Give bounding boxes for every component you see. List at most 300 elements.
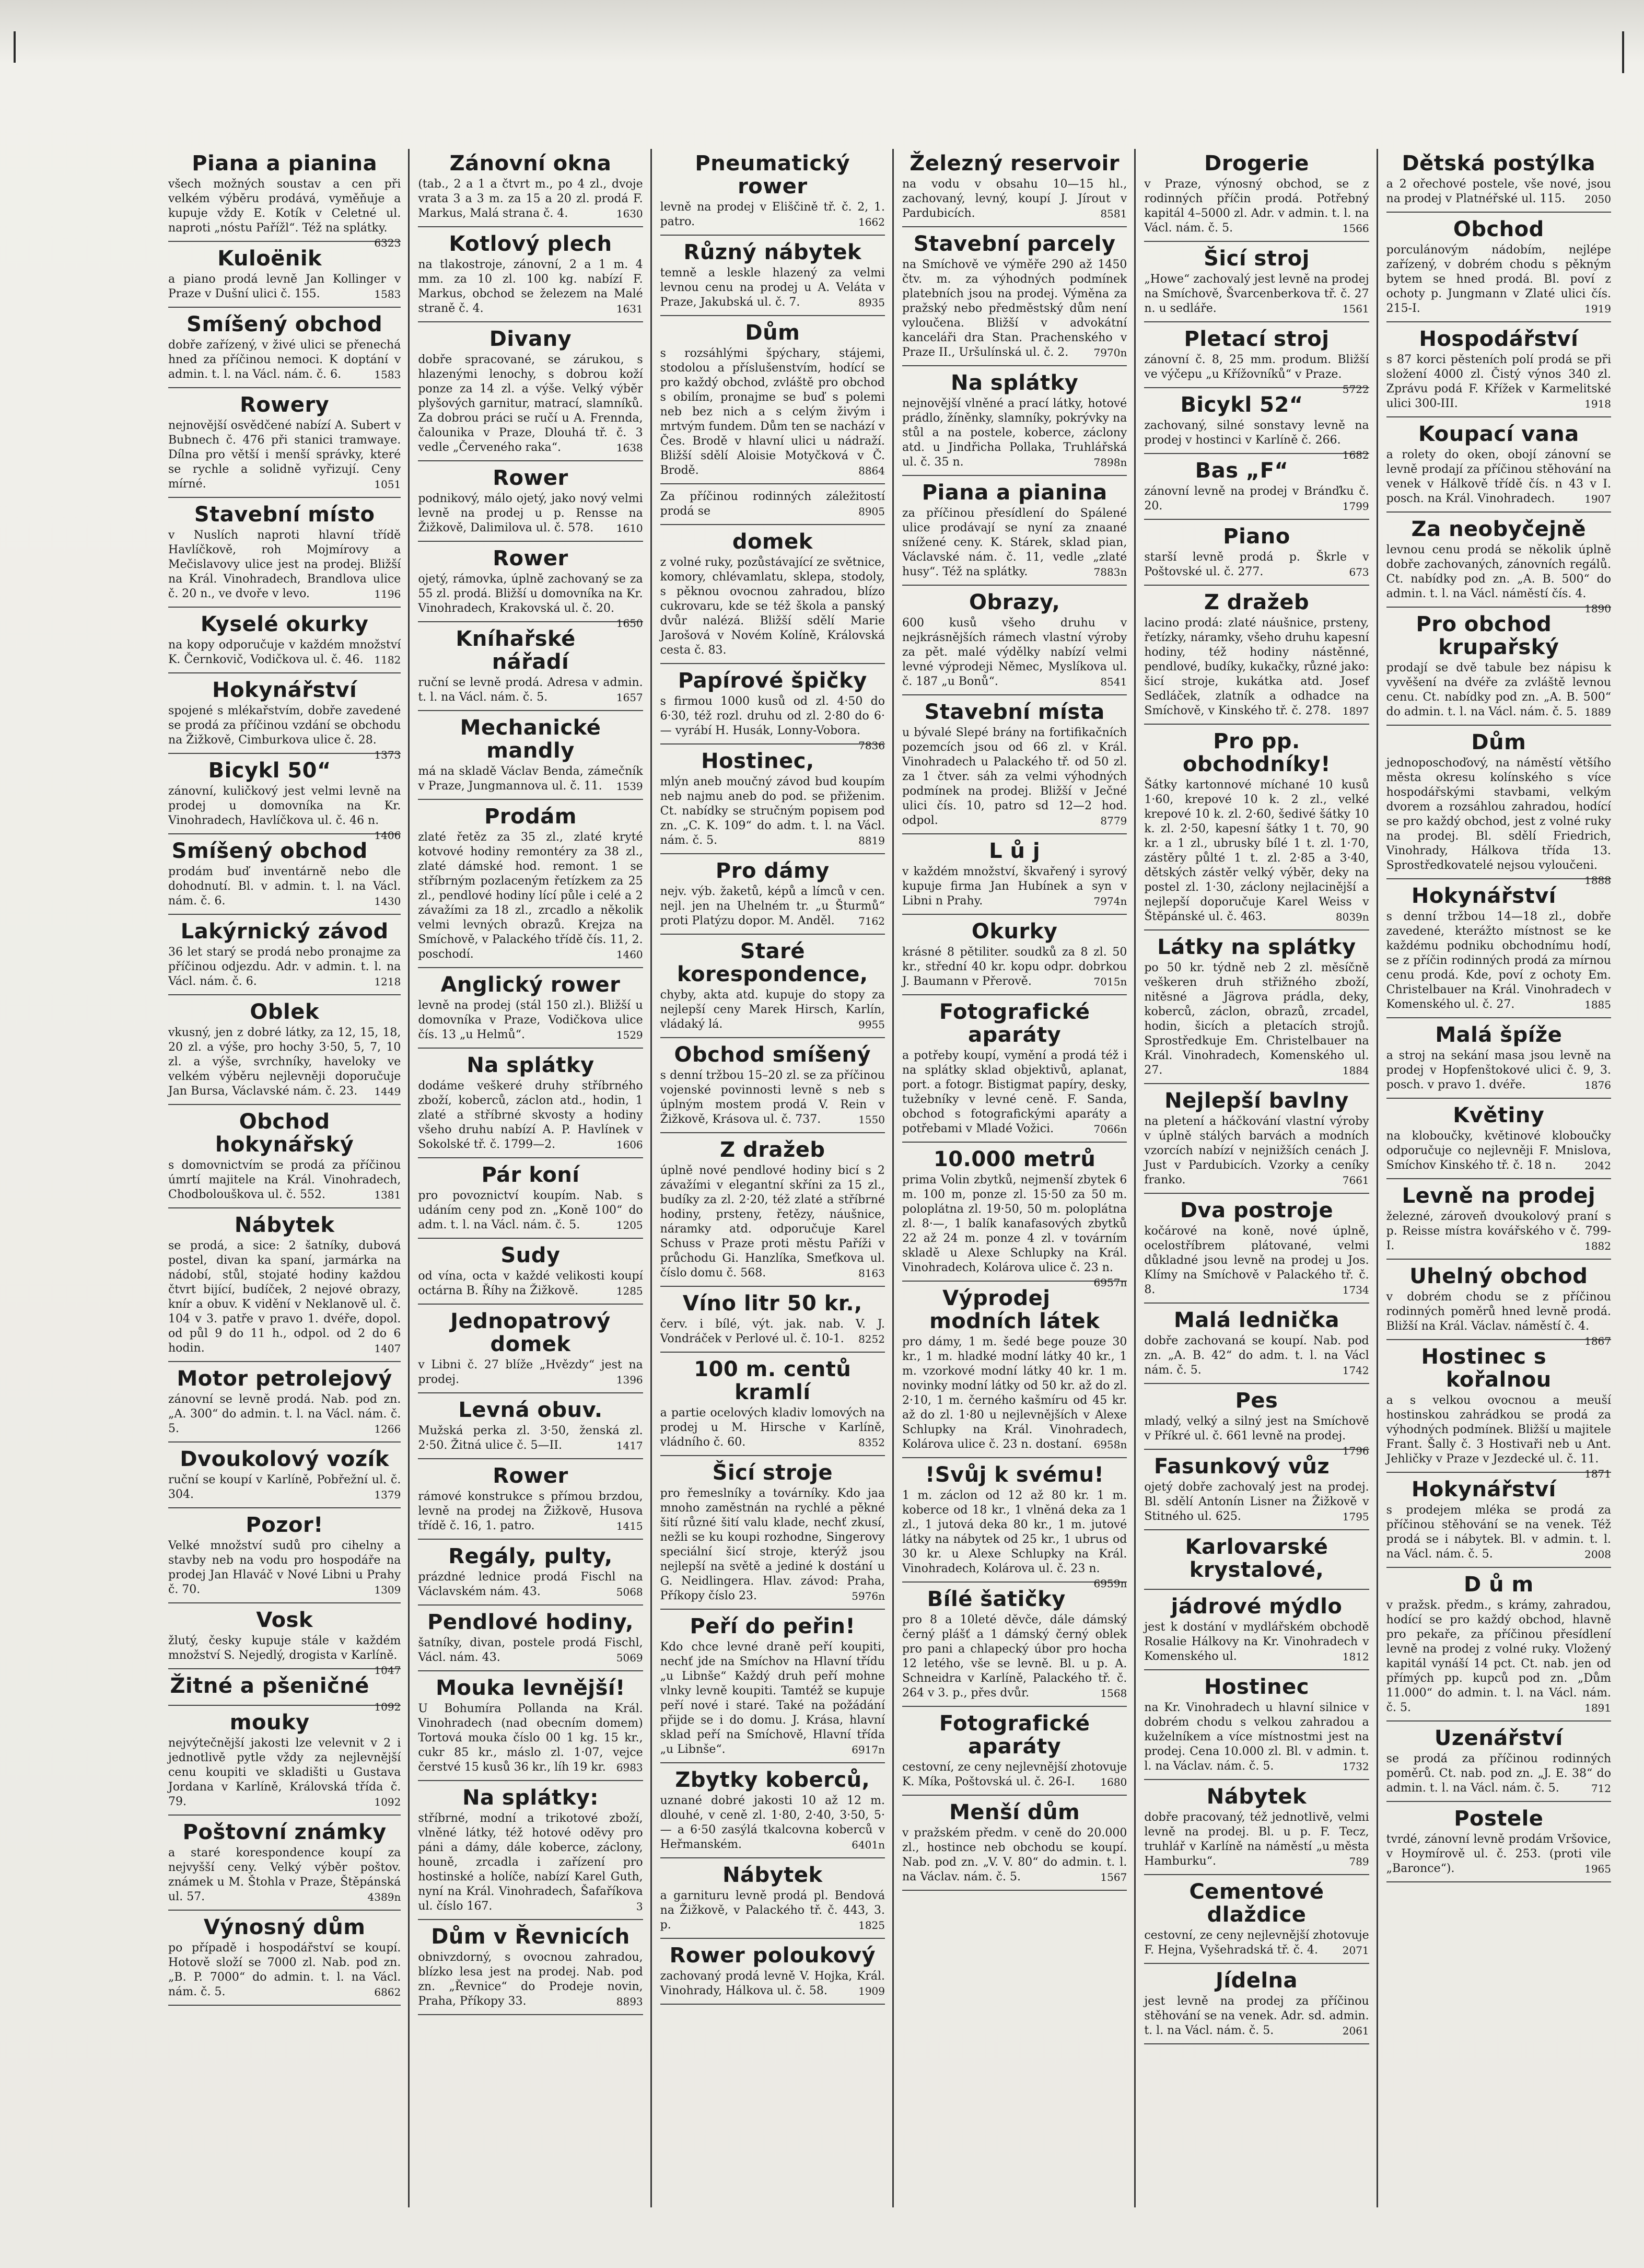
ad-number: 1662 xyxy=(858,216,885,228)
ad-body xyxy=(1144,1928,1369,1958)
ad-text: s firmou 1000 kusů od zl. 4·50 do 6·30, též rozl. druhu od zl. 2·80 do 6·— vyrábí H. Husák, Lonny-Vobora. xyxy=(660,695,885,737)
ad-title: Dvoukolový vozík xyxy=(180,1447,389,1471)
ad-body xyxy=(168,865,401,909)
ad-body xyxy=(660,885,885,928)
ad-text: mlýn aneb moučný závod bud koupím neb najmu aneb do pod. se přiženim. Ct. nabídky se stručným popisem pod zn. „C. K. 109“ do adm. t. l. na Václ. nám. č. 5. xyxy=(660,775,885,847)
classified-ad xyxy=(1386,515,1611,615)
ad-body xyxy=(1144,1994,1369,2038)
ad-number: 1812 xyxy=(1342,1650,1369,1663)
ad-text: U Bohumíra Pollanda na Král. Vinohradech (nad obecním domem) Tortová mouka číslo 00 1 kg. 15 kr., cukr 85 kr., máslo zl. 1·07, vejce čerstvé 15 kusů 36 kr., líh 19 kr. xyxy=(418,1702,643,1774)
ad-text: „Howe“ zachovalý jest levně na prodej na Smíchově, Švarcenberkova tř. č. 27 n. u sedláře. xyxy=(1144,273,1369,315)
ad-title: mouky xyxy=(229,1711,310,1735)
ad-body xyxy=(1386,1393,1611,1480)
ad-text: Velké množství sudů pro cihelny a stavby neb na vodu pro hospodáře na prodej Jan Hlaváč v Nové Libni u Prahy č. 70. xyxy=(168,1539,401,1596)
ad-text: má na skladě Václav Benda, zámečník v Praze, Jungmannova ul. č. 11. xyxy=(418,765,643,793)
ad-number: 1888 xyxy=(1584,874,1611,887)
ad-title: Hokynářství xyxy=(212,678,357,702)
ad-body xyxy=(1144,1334,1369,1378)
classified-ad xyxy=(902,917,1127,995)
ad-number: 1396 xyxy=(616,1374,643,1386)
ad-body xyxy=(660,1406,885,1450)
classified-ad xyxy=(418,1307,643,1393)
ad-text: v pražském předm. v ceně do 20.000 zl., hostince neb obchodu se koupí. Nab. pod zn. „V. V. 80“ do admin. t. l. na Václav. nám. č. 5. xyxy=(902,1827,1127,1883)
ad-text: červ. i bílé, výt. jak. nab. V. J. Vondráček v Perlové ul. č. 10-1. xyxy=(660,1318,885,1345)
classified-ad xyxy=(1144,588,1369,725)
classified-ad xyxy=(1386,420,1611,513)
classified-ad xyxy=(168,310,401,388)
ad-body xyxy=(660,775,885,848)
ad-text: a garnituru levně prodá pl. Bendová na Žižkově, v Palackého tř. č. 443, 3. p. xyxy=(660,1889,885,1932)
classified-ad xyxy=(1144,390,1369,461)
ad-body xyxy=(418,1269,643,1298)
ad-title: Regály, pulty, xyxy=(448,1544,613,1568)
ad-number: 1631 xyxy=(616,303,643,315)
ad-number: 5069 xyxy=(616,1651,643,1664)
ad-body xyxy=(168,1473,401,1502)
ad-text: jest k dostání v mydlářském obchodě Rosalie Hálkovy na Kr. Vinohradech v Komenského ul. xyxy=(1144,1621,1369,1663)
ad-title: Hokynářství xyxy=(1411,884,1556,908)
ad-number: 1406 xyxy=(374,829,401,842)
classified-ad xyxy=(902,229,1127,366)
ad-body xyxy=(168,638,401,667)
ad-number: 1285 xyxy=(616,1285,643,1297)
ad-number: 6323 xyxy=(374,237,401,249)
classified-ad xyxy=(1386,1262,1611,1347)
ad-body xyxy=(660,1889,885,1933)
ad-title: Piana a pianina xyxy=(192,152,378,176)
ad-number: 1965 xyxy=(1584,1863,1611,1875)
ad-text: zánovní, kuličkový jest velmi levně na prodej u domovníka na Kr. Vinohradech, Havlíčkova ul. č. 46 n. xyxy=(168,785,401,827)
ad-text: zlaté řetěz za 35 zl., zlaté kryté kotvové hodiny remontéry za 38 zl., zlaté dámské hod. remont. 1 se stříbrným pozlaceným řetízkem za 25 zl., pendlové hodiny lící půle i celé a 2 závažími za 18 zl., zrcadlo a několik velmi levných obrazů. Krejza na Smíchově, v Palackého třídě čís. 11, 2. poschodí. xyxy=(418,831,643,961)
ad-body xyxy=(168,1026,401,1099)
ad-title: Dětská postýlka xyxy=(1402,152,1596,176)
classified-ad xyxy=(1144,1672,1369,1780)
ad-text: tvrdé, zánovní levně prodám Vršovice, v Hoymírově ul. č. 253. (proti vile „Baronce“). xyxy=(1386,1833,1611,1875)
classified-ad xyxy=(168,1445,401,1508)
ad-text: zánovní levně na prodej v Bránďku č. 20. xyxy=(1144,485,1369,513)
classified-ad xyxy=(902,368,1127,476)
classified-ad xyxy=(1144,1532,1369,1590)
ad-body xyxy=(1386,910,1611,1012)
ad-number: 1890 xyxy=(1584,602,1611,615)
ad-body xyxy=(168,704,401,761)
classified-ad xyxy=(1386,1804,1611,1882)
ad-text: na Kr. Vinohradech u hlavní silnice v dobrém chodu s velkou zahradou a kuželníkem a více místnostmi jest na prodej. Cena 10.000 zl. Bl. v admin. t. l. na Václav. nám. č. 5. xyxy=(1144,1701,1369,1773)
ad-body xyxy=(168,528,401,601)
ad-title: Jednopatrový domek xyxy=(450,1309,611,1356)
ad-body xyxy=(1144,961,1369,1078)
ad-body xyxy=(1386,1503,1611,1562)
classified-ad xyxy=(168,500,401,608)
ad-text: úplně nové pendlové hodiny bicí s 2 závažími v elegantní skříni za 15 zl., budíky za zl. 2·20, též zlaté a stříbrné hodiny, prsteny, řetězy, náušnice, náramky atd. odporučuje Karel Schuss v Praze proti městu Paříži v průchodu Gi. Hanzlíka, Smeťkova ul. číslo domu č. 568. xyxy=(660,1164,885,1280)
ad-title: Květiny xyxy=(1453,1103,1545,1127)
classified-ad xyxy=(1144,1452,1369,1530)
classified-ad xyxy=(902,697,1127,834)
ad-title: Levně na prodej xyxy=(1402,1184,1596,1208)
ad-number: 1799 xyxy=(1342,500,1369,513)
ad-text: prodám buď inventárně nebo dle dohodnutí. Bl. v admin. t. l. na Václ. nám. č. 6. xyxy=(168,865,401,908)
ad-text: prima Volin zbytků, nejmenší zbytek 6 m. 100 m, ponze zl. 15·50 za 50 m. poloplátna zl. 19·50, 50 m. poloplátna zl. 8·—, 1 balík kanafasových zbytků 22 až 24 m. ponze 4 zl. v továrním skladě u Alexe Schlupky na Král. Vinohradech, Kolárova ulice č. 23 n. xyxy=(902,1173,1127,1274)
ad-body xyxy=(1144,778,1369,924)
ad-body xyxy=(902,397,1127,470)
ad-title: Bicykl 50“ xyxy=(208,759,331,783)
ad-number: 1682 xyxy=(1342,449,1369,461)
ad-text: zánovní č. 8, 25 mm. produm. Bližší ve výčepu „u Křížovníků“ v Praze. xyxy=(1144,353,1369,381)
ad-body xyxy=(902,1173,1127,1289)
ad-text: levnou cenu prodá se několik úplně dobře zachovaných, zánovních regálů. Ct. nabídky pod zn. „A. B. 500“ do admin. t. l. na Václ. náměstí čís. 4. xyxy=(1386,543,1611,600)
ad-text: z volné ruky, pozůstávající ze světnice, komory, chlévamlatu, sklepa, stodoly, s pěknou ovocnou zahradou, blízo cukrovaru, kde se též škola a panský dvůr nalézá. Bližší sdělí Marie Jarošová v Novém Kolíně, Královská cesta č. 83. xyxy=(660,556,885,657)
classified-ad xyxy=(1144,1306,1369,1384)
ad-title: Z dražeb xyxy=(1204,590,1310,614)
ad-text: nejvýtečnější jakosti lze velevnit v 2 i jednotlivě pytle vždy za nejlevnější cenu koupiti ve skladišti u Gustava Jordana v Karlíně, Královská třída č. 79. xyxy=(168,1737,401,1808)
classified-ad xyxy=(1144,727,1369,931)
classified-ad xyxy=(1144,1966,1369,2044)
ad-body xyxy=(418,764,643,794)
classified-ad xyxy=(660,486,885,525)
ad-text: na kopy odporučuje v každém množství K. Černkovič, Vodičkova ul. č. 46. xyxy=(168,638,401,666)
ad-title: Stavební parcely xyxy=(913,232,1116,256)
ad-body xyxy=(418,1636,643,1665)
ad-number: 1732 xyxy=(1342,1760,1369,1773)
classified-ad xyxy=(1386,1101,1611,1179)
classified-ad xyxy=(168,244,401,308)
ad-number: 3 xyxy=(636,1900,643,1913)
ad-number: 4389n xyxy=(367,1891,401,1903)
ad-number: 8252 xyxy=(858,1333,885,1345)
ad-body xyxy=(902,1613,1127,1701)
ads-column xyxy=(408,149,650,2207)
classified-ad xyxy=(418,1783,643,1920)
ads-column xyxy=(1377,149,1618,2207)
ad-number: 6958n xyxy=(1093,1438,1127,1451)
classified-ad xyxy=(660,1458,885,1610)
ad-number: 1196 xyxy=(374,588,401,600)
classified-ad xyxy=(418,624,643,711)
ad-number: 1460 xyxy=(616,948,643,961)
ad-title: Na splátky: xyxy=(462,1786,599,1810)
ads-column xyxy=(892,149,1134,2207)
ad-body xyxy=(1386,353,1611,411)
ad-title: Drogerie xyxy=(1204,152,1309,176)
classified-ad xyxy=(418,1461,643,1540)
ad-text: s denní tržbou 14—18 zl., dobře zavedené, kterážto místnost se ke každému podniku obchodnímu hodí, se z příčin rodinných prodá za mírnou cenu prodá. Kde, poví z ochoty Em. Christelbauer na Král. Vinohradech v Komenského ul. č. 27. xyxy=(1386,910,1611,1011)
ad-text: 36 let starý se prodá nebo pronajme za příčinou odjezdu. Adr. v admin. t. l. na Václ. nám. č. 6. xyxy=(168,946,401,988)
ad-title: Papírové špičky xyxy=(678,669,867,693)
classified-ad xyxy=(168,836,401,915)
ad-body xyxy=(902,177,1127,221)
ad-title: Uhelný obchod xyxy=(1409,1264,1588,1288)
ad-body xyxy=(660,555,885,658)
classified-ad xyxy=(168,1606,401,1677)
classified-ad xyxy=(418,1922,643,2015)
ad-title: Piana a pianina xyxy=(922,481,1107,505)
ad-number: 1373 xyxy=(374,749,401,761)
ad-number: 8352 xyxy=(858,1436,885,1449)
classified-ad xyxy=(168,149,401,249)
ad-body xyxy=(418,830,643,962)
ad-number: 2008 xyxy=(1584,1548,1611,1561)
classified-ad xyxy=(902,997,1127,1143)
ad-title: Lakýrnický závod xyxy=(180,920,389,944)
ad-title: Hospodářství xyxy=(1419,327,1579,351)
classified-ad xyxy=(660,1355,885,1456)
ad-body xyxy=(902,865,1127,909)
ad-title: Levná obuv. xyxy=(458,1398,603,1422)
ad-body xyxy=(902,726,1127,828)
ad-body xyxy=(1144,418,1369,461)
ad-body xyxy=(660,1164,885,1281)
ad-title: Fotografické aparáty xyxy=(939,1000,1090,1047)
ad-text: a piano prodá levně Jan Kollinger v Praze v Dušní ulici č. 155. xyxy=(168,273,401,300)
ad-number: 7162 xyxy=(858,915,885,927)
ad-number: 1379 xyxy=(374,1488,401,1501)
ad-text: pro povoznictví koupím. Nab. s udáním ceny pod zn. „Koně 100“ do adm. t. l. na Václ. nám. č. 5. xyxy=(418,1189,643,1231)
classified-ad xyxy=(660,1135,885,1287)
ad-title: Rower xyxy=(493,546,568,571)
classified-ad xyxy=(902,588,1127,695)
ad-title: L ů j xyxy=(989,839,1041,863)
ad-number: 1907 xyxy=(1584,493,1611,505)
ad-title: !Svůj k svému! xyxy=(925,1463,1104,1487)
ad-number: 1568 xyxy=(1100,1687,1127,1700)
ad-title: Hostinec, xyxy=(701,749,814,773)
ad-title: Dům v Řevnicích xyxy=(431,1925,630,1949)
ad-title: Rower xyxy=(493,466,568,490)
ad-text: ruční se levně prodá. Adresa v admin. t. l. na Václ. nám. č. 5. xyxy=(418,676,643,704)
ad-number: 1092 xyxy=(374,1796,401,1808)
ad-title: Pro pp. obchodníky! xyxy=(1182,729,1331,776)
ad-title: Nábytek xyxy=(1206,1785,1307,1809)
classified-ad xyxy=(902,836,1127,915)
ad-title: Hostinec xyxy=(1204,1675,1309,1699)
ad-body xyxy=(418,1079,643,1152)
ad-text: cestovní, ze ceny nejlevnější zhotovuje K. Míka, Poštovská ul. č. 26-I. xyxy=(902,1761,1127,1788)
ad-title: Dům xyxy=(1471,730,1526,754)
classified-ad xyxy=(660,1941,885,2005)
ad-body xyxy=(418,572,643,630)
ad-number: 712 xyxy=(1591,1782,1611,1795)
ad-text: (tab., 2 a 1 a čtvrt m., po 4 zl., dvoje vrata 3 a 3 m. za 15 a 20 zl. prodá F. Markus, Malá strana č. 4. xyxy=(418,178,643,220)
ad-number: 1309 xyxy=(374,1584,401,1596)
ad-body xyxy=(168,1736,401,1809)
ad-number: 1795 xyxy=(1342,1510,1369,1523)
classified-ad xyxy=(1386,1475,1611,1568)
ad-number: 8581 xyxy=(1100,207,1127,220)
ad-body xyxy=(168,338,401,382)
ad-body xyxy=(418,1811,643,1914)
ad-title: Kníhařské nářadí xyxy=(456,627,576,674)
ad-title: Cementové dlaždice xyxy=(1189,1880,1324,1927)
ad-text: temně a leskle hlazený za velmi levnou cenu na prodej u A. Veláta v Praze, Jakubská ul. č. 7. xyxy=(660,266,885,309)
ad-number: 1871 xyxy=(1584,1468,1611,1480)
classified-ad xyxy=(1144,933,1369,1084)
classified-ad xyxy=(1386,324,1611,417)
ad-text: Šátky kartonnové míchané 10 kusů 1·60, krepové 10 k. 2 zl., velké krepové 10 k. zl. 2·60, šedivé šátky 10 k. zl. 2·50, kapesní šátky 1 t. 70, 90 kr. a 1 zl., ubrusky bílé 1 t. zl. 1·70, zástěry půlté 1 t. zl. 2·85 a 3·40, dětských zástěr velký výběr, deky na postel zl. 1·30, záclony nejlacinější a nejlepší doporučuje Karel Weiss v Štěpánské ul. č. 463. xyxy=(1144,778,1369,923)
ad-text: 1 m. záclon od 12 až 80 kr. 1 m. koberce od 18 kr., 1 vlněná deka za 1 zl., 1 jutová deka 80 kr., 1 m. jutové látky na nábytek od 25 kr., 1 ubrus od 30 kr. u Alexe Schlupky na Král. Vinohradech, Kolárova ul. č. 23 n. xyxy=(902,1489,1127,1575)
ad-text: nejv. výb. žaketů, képů a límců v cen. nejl. jen na Uhelném tr. „u Šturmů“ proti Platýzu dopor. M. Anděl. xyxy=(660,885,885,927)
classified-ad xyxy=(902,1460,1127,1590)
ad-title: D ů m xyxy=(1463,1573,1534,1597)
ad-text: Za příčinou rodinných záležitostí prodá se xyxy=(660,490,885,518)
ad-body xyxy=(168,272,401,301)
ad-number: 1567 xyxy=(1100,1871,1127,1883)
ads-column xyxy=(166,149,408,2207)
ad-text: dobře pracovaný, též jednotlivě, velmi levně na prodej. Bl. u p. F. Tecz, truhlář v Karlíně na náměstí „u města Hamburku“. xyxy=(1144,1811,1369,1868)
ad-number: 1796 xyxy=(1342,1445,1369,1457)
ad-text: v Nuslích naproti hlavní třídě Havlíčkově, roh Mojmírovy a Mečislavovy ulice jest na prodej. Bližší na Král. Vinohradech, Brandlova ulice č. 20 n., ve dvoře v levo. xyxy=(168,529,401,600)
classified-ad xyxy=(902,1145,1127,1289)
ad-text: a rolety do oken, obojí zánovní se levně prodají za příčinou stěhování na venek v Hálkově třídě čís. n 43 v I. posch. na Král. Vinohradech. xyxy=(1386,448,1611,505)
ad-text: porculánovým nádobím, nejlépe zařízený, v dobrém chodu s pěkným bytem se hned prodá. Bl. poví z ochoty p. Jungmann v Zlaté ulici čís. 215-I. xyxy=(1386,243,1611,315)
ad-title: Z dražeb xyxy=(720,1138,825,1162)
ad-text: po 50 kr. týdně neb 2 zl. měsíčně veškeren druh střižného zboží, nitěsné a Jägrova prádla, deky, koberců, záclon, obrazů, zrcadel, hodin, šicích a pletacích strojů. Sprostředkuje Em. Christelbauer na Král. Vinohradech, Komenského ul. 27. xyxy=(1144,961,1369,1077)
ad-body xyxy=(1144,1620,1369,1664)
ad-title: Bílé šatičky xyxy=(927,1587,1066,1611)
ad-body xyxy=(902,506,1127,579)
ad-body xyxy=(902,616,1127,689)
ad-title: Na splátky xyxy=(467,1053,594,1077)
ad-title: domek xyxy=(732,530,813,554)
ad-body xyxy=(418,258,643,316)
ad-body xyxy=(1386,756,1611,887)
ad-title: Pendlové hodiny, xyxy=(427,1610,634,1634)
ad-number: 2042 xyxy=(1584,1159,1611,1172)
classified-ad xyxy=(660,666,885,752)
classified-ad xyxy=(1386,1724,1611,1802)
ad-number: 6862 xyxy=(374,1986,401,1998)
ad-text: levně na prodej (stál 150 zl.). Bližší u domovníka v Praze, Vodičkova ulice čís. 13 „u Helmů“. xyxy=(418,999,643,1041)
ad-body xyxy=(1386,448,1611,506)
ad-text: s domovnictvím se prodá za příčinou úmrtí majitele na Král. Vinohradech, Chodbolouškova ul. č. 552. xyxy=(168,1159,401,1201)
ad-title: Látky na splátky xyxy=(1157,935,1356,959)
ad-body xyxy=(902,1760,1127,1789)
ad-title: Pro obchod krupařský xyxy=(1416,612,1559,659)
ad-text: pro řemeslníky a továrníky. Kdo jaa mnoho zaměstnán na rychlé a pěkné šití různé šití valu klade, nechť zkusí, nežli se ku koupi rozhodne, Singerovy speciální šicí stroje, kterýž jsou nejlepší na světě a jediné k dostání u G. Neidlingera. Hlav. závod: Praha, Příkopy číslo 23. xyxy=(660,1487,885,1602)
ad-text: nejnovější osvědčené nabízí A. Subert v Bubnech č. 476 při stanici tramwaye. Dílna pro větší i menší správky, které se rychle a solidně vyřizují. Ceny mírné. xyxy=(168,419,401,491)
ad-text: s prodejem mléka se prodá za příčinou stěhování se na venek. Též prodá se i nábytek. Bl. v admin. t. l. na Václ. nám. č. 5. xyxy=(1386,1504,1611,1561)
ad-text: a potřeby koupí, vymění a prodá též i na splátky sklad objektivů, aplanat, port. a fotogr. Bistigmat papíry, desky, tužebníky v levné ceně. F. Sanda, obchod s fotografickými aparáty a potřebami v Mladé Vožici. xyxy=(902,1049,1127,1135)
ad-number: 8893 xyxy=(616,1995,643,2008)
ad-body xyxy=(660,490,885,519)
ad-text: zachovaný prodá levně V. Hojka, Král. Vinohrady, Hálkova ul. č. 58. xyxy=(660,1970,885,1997)
ad-text: pro dámy, 1 m. šedé bege pouze 30 kr., 1 m. hladké modní látky 40 kr., 1 m. vzorkové modní látky 40 kr. 1 m. novinky modní látky od 50 kr. až do zl. 2·10, 1 m. černého kašmíru od 45 kr. až do zl. 1·80 u nejlevnějších v Alexe Schlupky na Král. Vinohradech, Kolárova ulice č. 23 n. dostaní. xyxy=(902,1335,1127,1451)
ad-number: 1051 xyxy=(374,478,401,491)
classified-ad xyxy=(1144,1086,1369,1194)
ad-number: 6983 xyxy=(616,1761,643,1774)
ad-number: 1218 xyxy=(374,975,401,988)
classified-ad xyxy=(902,1798,1127,1891)
ad-text: zánovní se levně prodá. Nab. pod zn. „A. 300“ do admin. t. l. na Václ. nám. č. 5. xyxy=(168,1393,401,1435)
ad-number: 1680 xyxy=(1100,1776,1127,1788)
classified-ad xyxy=(1386,149,1611,213)
ad-body xyxy=(418,1950,643,2009)
ad-text: starší levně prodá p. Škrle v Poštovské ul. č. 277. xyxy=(1144,551,1369,578)
ad-text: všech možných soustav a cen při velkém výběru prodává, vyměňuje a kupuje vždy E. Kotík v Celetné ul. naproti „nóstu Pařížl“. Též na splátky. xyxy=(168,178,401,235)
ad-body xyxy=(660,1969,885,1998)
ad-body xyxy=(660,1794,885,1852)
ad-number: 1205 xyxy=(616,1219,643,1231)
classified-ad xyxy=(660,937,885,1038)
ad-number: 789 xyxy=(1349,1855,1369,1868)
ad-text: jednoposchoďový, na náměstí většího města okresu kolínského s více hospodářskými stavbami, velkým dvorem a rozsáhlou zahradou, hodící se pro každý obchod, jest z volné ruky na prodej. Bl. sdělí Friedrich, Vinohrady, Hálkova třída 13. Sprostředkovatelé nejsou vyloučeni. xyxy=(1386,757,1611,872)
ad-title: Bicykl 52“ xyxy=(1180,393,1303,417)
ad-text: zachovaný, silné sonstavy levně na prodej v hostinci v Karlíně č. 266. xyxy=(1144,419,1369,447)
ad-body xyxy=(660,266,885,310)
ad-number: 6917n xyxy=(852,1743,885,1756)
classified-ad xyxy=(418,1608,643,1671)
ad-number: 1876 xyxy=(1584,1079,1611,1091)
ad-title: Žitné a pšeničné xyxy=(170,1674,369,1698)
ad-body xyxy=(902,258,1127,360)
ad-body xyxy=(1386,1129,1611,1173)
ad-title: Poštovní známky xyxy=(182,1820,387,1844)
ads-column xyxy=(1134,149,1376,2207)
classified-ad xyxy=(168,1671,401,1713)
classified-ad xyxy=(660,238,885,316)
ad-body xyxy=(1386,1832,1611,1876)
ad-body xyxy=(1386,661,1611,719)
ad-title: Stavební místa xyxy=(924,700,1105,724)
ad-body xyxy=(1144,616,1369,718)
ad-body xyxy=(418,1358,643,1387)
ad-title: Kotlový plech xyxy=(449,232,612,256)
ad-title: Různý nábytek xyxy=(683,240,862,264)
classified-ad xyxy=(418,1241,643,1305)
ad-text: a staré korespondence koupí za nejvyšší ceny. Velký výběr poštov. známek u M. Štohla v Praze, Štěpánská ul. 57. xyxy=(168,1846,401,1903)
ad-body xyxy=(168,1846,401,1904)
ad-title: jádrové mýdlo xyxy=(1171,1595,1343,1619)
ad-body xyxy=(168,1634,401,1677)
classified-ad xyxy=(418,463,643,542)
ad-number: 1867 xyxy=(1584,1335,1611,1347)
ad-title: Šicí stroj xyxy=(1204,247,1310,271)
ad-title: 100 m. centů kramlí xyxy=(694,1357,852,1404)
ad-number: 1449 xyxy=(374,1085,401,1098)
classified-ad xyxy=(168,997,401,1105)
classified-ad xyxy=(902,1585,1127,1707)
ad-title: Víno litr 50 kr., xyxy=(682,1292,862,1316)
ad-body xyxy=(902,1488,1127,1590)
ad-text: krásné 8 pětiliter. soudků za 8 zl. 50 kr., střední 40 kr. kopu odpr. dobrkou J. Baumann v Přerově. xyxy=(902,946,1127,988)
ad-title: Pár koní xyxy=(481,1163,580,1187)
ad-number: 7661 xyxy=(1342,1174,1369,1187)
classified-ad xyxy=(902,149,1127,227)
ad-title: Výprodej modních látek xyxy=(929,1286,1100,1333)
ad-body xyxy=(418,353,643,455)
ad-body xyxy=(902,1826,1127,1885)
ad-body xyxy=(1386,1049,1611,1092)
ad-number: 1918 xyxy=(1584,398,1611,410)
ad-number: 8039n xyxy=(1335,911,1369,923)
ad-title: Kyselé okurky xyxy=(200,612,369,636)
ad-text: dobře zařízený, v živé ulici se přenechá hned za příčinou nemoci. K doptání v admin. t. l. na Václ. nám. č. 6. xyxy=(168,339,401,381)
ad-text: s denní tržbou 15–20 zl. se za příčinou vojenské povinnosti levně s neb s úplným mostem prodá V. Rein v Žižkově, Krásova ul. č. 737. xyxy=(660,1069,885,1126)
ad-body xyxy=(418,1189,643,1232)
ad-number: 1889 xyxy=(1584,706,1611,718)
ad-body xyxy=(902,1335,1127,1452)
ad-title: Menší dům xyxy=(949,1800,1080,1824)
ad-number: 1884 xyxy=(1342,1064,1369,1077)
ad-title: Zánovní okna xyxy=(449,152,612,176)
ad-text: 600 kusů všeho druhu v nejkrásnějších rámech vlastní výroby za pět. malé výdělky nabízí velmi levné výprodeji Němec, Myslíkova ul. č. 187 „u Bonů“. xyxy=(902,617,1127,688)
classified-ad xyxy=(418,1673,643,1781)
binding-mark-right xyxy=(1622,31,1624,73)
ad-title: Smíšený obchod xyxy=(186,312,383,336)
ad-text: u bývalé Slepé brány na fortifikačních pozemcích jsou od 66 zl. v Král. Vinohradech u Palackého tř. od 50 zl. za 1 čtver. sáh za velmi výhodných podmínek na prodej. Bližší v Ječné ulici čís. 10, patro sd 12—2 hod. odpol. xyxy=(902,726,1127,827)
classified-ad xyxy=(1386,1181,1611,1260)
ad-body xyxy=(418,1490,643,1533)
classified-ad xyxy=(660,1040,885,1133)
